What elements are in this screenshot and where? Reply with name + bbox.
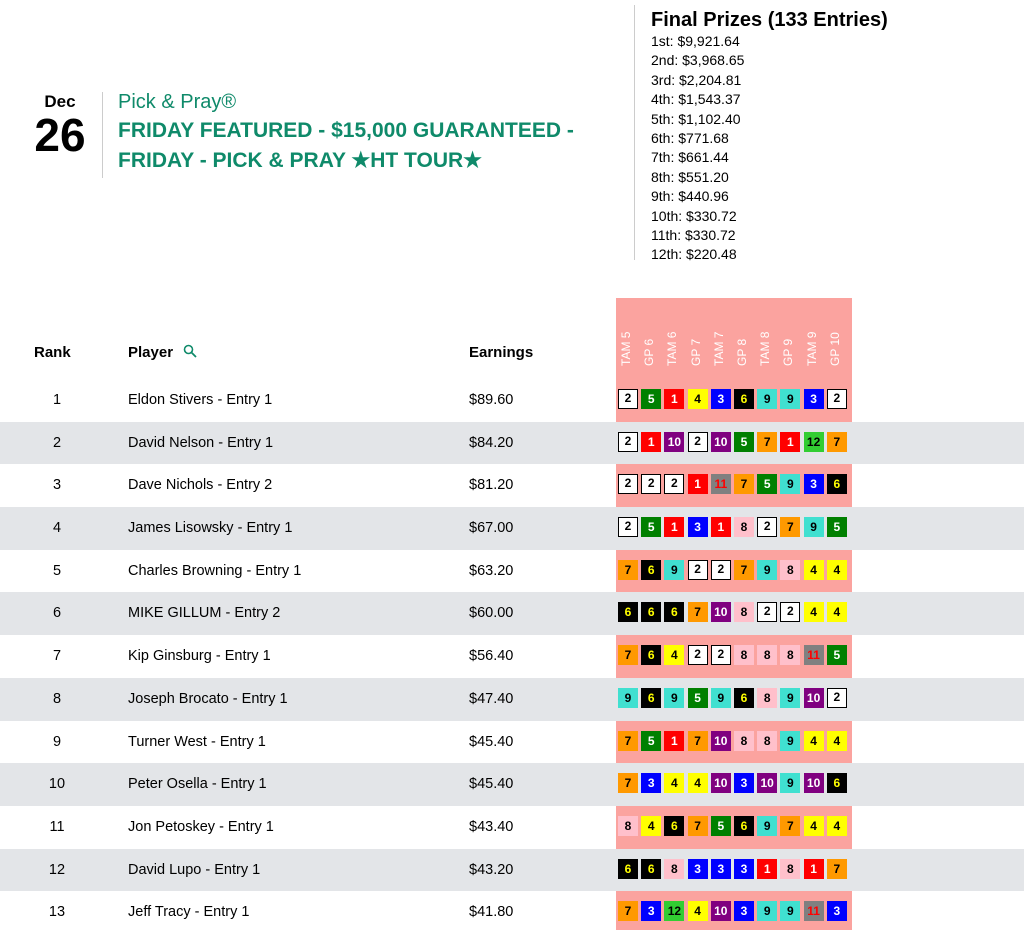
race-header-label: TAM 8: [758, 331, 773, 366]
earnings-cell: $63.20: [469, 562, 514, 579]
pick-cell: 2: [618, 474, 638, 494]
contest-title: FRIDAY FEATURED - $15,000 GUARANTEED - FRIDAY - PICK & PRAY ★HT TOUR★: [118, 119, 574, 172]
table-row[interactable]: [0, 550, 1024, 593]
prize-item: 10th: $330.72: [651, 207, 737, 224]
pick-cell: 2: [664, 474, 684, 494]
pick-cell: 4: [804, 602, 824, 622]
date-month: Dec: [44, 92, 76, 111]
pick-cell: 6: [734, 389, 754, 409]
pick-cell: 7: [688, 731, 708, 751]
prize-item: 9th: $440.96: [651, 188, 729, 205]
pick-cell: 6: [618, 859, 638, 879]
pick-cell: 8: [757, 688, 777, 708]
pick-cell: 8: [664, 859, 684, 879]
rank-cell: 12: [48, 861, 66, 878]
pick-cell: 3: [641, 901, 661, 921]
pick-cell: 5: [641, 389, 661, 409]
pick-cell: 8: [734, 645, 754, 665]
table-row[interactable]: [0, 507, 1024, 550]
pick-cell: 6: [734, 816, 754, 836]
pick-cell: 2: [827, 389, 847, 409]
table-row[interactable]: [0, 763, 1024, 806]
pick-cell: 10: [711, 432, 731, 452]
player-name[interactable]: Charles Browning - Entry 1: [128, 562, 302, 579]
table-row[interactable]: [0, 464, 1024, 507]
race-header-label: GP 10: [827, 332, 842, 366]
prize-item: 6th: $771.68: [651, 130, 729, 147]
player-name[interactable]: MIKE GILLUM - Entry 2: [128, 605, 281, 622]
prize-item: 8th: $551.20: [651, 168, 729, 185]
pick-cell: 3: [711, 859, 731, 879]
player-name[interactable]: Turner West - Entry 1: [128, 733, 266, 750]
pick-cell: 5: [757, 474, 777, 494]
pick-cell: 7: [757, 432, 777, 452]
race-header: [666, 296, 678, 366]
player-name[interactable]: David Nelson - Entry 1: [128, 434, 274, 451]
table-row[interactable]: [0, 592, 1024, 635]
race-header-label: TAM 5: [619, 331, 633, 366]
earnings-cell: $81.20: [469, 477, 514, 494]
pick-cell: 11: [711, 474, 731, 494]
rank-column-header: Rank: [34, 344, 71, 361]
pick-cell: 10: [757, 773, 777, 793]
pick-cell: 11: [804, 645, 824, 665]
race-header: [736, 296, 748, 366]
pick-cell: 6: [641, 645, 661, 665]
pick-cell: 1: [641, 432, 661, 452]
rank-cell: 13: [48, 904, 66, 921]
pick-cell: 6: [641, 859, 661, 879]
pick-cell: 2: [618, 389, 638, 409]
rank-cell: 8: [52, 690, 62, 707]
pick-cell: 8: [734, 517, 754, 537]
pick-cell: 9: [618, 688, 638, 708]
race-header-label: TAM 9: [804, 331, 819, 366]
pick-cell: 11: [804, 901, 824, 921]
pick-cell: 3: [641, 773, 661, 793]
pick-cell: 2: [618, 432, 638, 452]
pick-cell: 2: [827, 688, 847, 708]
earnings-cell: $56.40: [469, 648, 514, 665]
contest-date: [28, 92, 92, 160]
player-column-header: [128, 344, 197, 362]
pick-cell: 9: [804, 517, 824, 537]
pick-cell: 2: [618, 517, 638, 537]
pick-cell: 4: [641, 816, 661, 836]
table-row[interactable]: [0, 379, 1024, 422]
pick-cell: 4: [827, 816, 847, 836]
player-name[interactable]: Joseph Brocato - Entry 1: [128, 690, 288, 707]
pick-cell: 9: [757, 816, 777, 836]
pick-cell: 4: [688, 773, 708, 793]
pick-cell: 4: [688, 389, 708, 409]
player-name[interactable]: David Lupo - Entry 1: [128, 861, 261, 878]
pick-cell: 5: [641, 517, 661, 537]
pick-cell: 1: [711, 517, 731, 537]
race-header: [829, 296, 841, 366]
pick-cell: 5: [827, 645, 847, 665]
earnings-cell: $89.60: [469, 392, 514, 408]
pick-cell: 2: [688, 645, 708, 665]
race-header-label: GP 9: [781, 338, 796, 366]
pick-cell: 9: [780, 474, 800, 494]
earnings-cell: $43.20: [469, 861, 514, 878]
pick-cell: 9: [757, 560, 777, 580]
race-header-label: GP 6: [642, 338, 657, 366]
race-header: [690, 296, 702, 366]
table-row[interactable]: [0, 806, 1024, 849]
rank-cell: 11: [49, 818, 65, 835]
pick-cell: 6: [618, 602, 638, 622]
table-row[interactable]: [0, 721, 1024, 764]
race-header: [643, 296, 655, 366]
pick-cell: 12: [804, 432, 824, 452]
pick-cell: 6: [664, 602, 684, 622]
pick-cell: 3: [711, 389, 731, 409]
pick-cell: 9: [780, 773, 800, 793]
pick-cell: 2: [711, 645, 731, 665]
pick-cell: 8: [780, 645, 800, 665]
pick-cell: 3: [804, 474, 824, 494]
race-header: [806, 296, 818, 366]
pick-cell: 10: [664, 432, 684, 452]
pick-cell: 9: [780, 688, 800, 708]
rank-cell: 9: [52, 733, 62, 750]
pick-cell: 3: [734, 901, 754, 921]
pick-cell: 7: [688, 816, 708, 836]
pick-cell: 2: [641, 474, 661, 494]
earnings-column-header: Earnings: [469, 344, 534, 361]
pick-cell: 6: [664, 816, 684, 836]
pick-cell: 8: [757, 731, 777, 751]
player-name[interactable]: Peter Osella - Entry 1: [128, 776, 267, 793]
prize-item: 2nd: $3,968.65: [651, 52, 745, 69]
rank-cell: 10: [48, 776, 66, 793]
table-row[interactable]: [0, 635, 1024, 678]
rank-cell: 5: [52, 562, 62, 579]
race-header: [713, 296, 725, 366]
pick-cell: 1: [664, 731, 684, 751]
pick-cell: 7: [618, 645, 638, 665]
pick-cell: 2: [688, 432, 708, 452]
pick-cell: 4: [664, 645, 684, 665]
pick-cell: 10: [711, 901, 731, 921]
table-row[interactable]: [0, 891, 1024, 934]
pick-cell: 6: [734, 688, 754, 708]
player-header-label: Player: [128, 344, 174, 361]
pick-cell: 4: [827, 602, 847, 622]
pick-cell: 4: [804, 816, 824, 836]
earnings-cell: $84.20: [469, 434, 514, 451]
rank-cell: 7: [52, 648, 62, 665]
pick-cell: 2: [711, 560, 731, 580]
date-day: 26: [34, 109, 86, 161]
final-prizes: [651, 8, 888, 265]
pick-cell: 7: [734, 474, 754, 494]
divider: [102, 92, 103, 178]
pick-cell: 12: [664, 901, 684, 921]
pick-cell: 9: [757, 389, 777, 409]
pick-cell: 1: [664, 389, 684, 409]
pick-cell: 7: [688, 602, 708, 622]
pick-cell: 2: [688, 560, 708, 580]
prize-item: 7th: $661.44: [651, 149, 729, 166]
race-header-label: GP 7: [688, 338, 703, 366]
table-row[interactable]: [0, 678, 1024, 721]
pick-cell: 9: [780, 901, 800, 921]
earnings-cell: $43.40: [469, 818, 514, 835]
pick-cell: 6: [827, 474, 847, 494]
divider: [634, 5, 635, 260]
player-name[interactable]: Kip Ginsburg - Entry 1: [128, 648, 271, 665]
pick-cell: 7: [618, 731, 638, 751]
pick-cell: 5: [688, 688, 708, 708]
pick-cell: 3: [734, 773, 754, 793]
pick-cell: 8: [734, 602, 754, 622]
rank-cell: 2: [52, 434, 62, 451]
pick-cell: 6: [827, 773, 847, 793]
pick-cell: 8: [618, 816, 638, 836]
earnings-cell: $47.40: [469, 690, 514, 707]
pick-cell: 7: [734, 560, 754, 580]
table-row[interactable]: [0, 422, 1024, 465]
pick-cell: 1: [804, 859, 824, 879]
pick-cell: 1: [688, 474, 708, 494]
pick-cell: 1: [664, 517, 684, 537]
player-name[interactable]: James Lisowsky - Entry 1: [128, 520, 293, 537]
pick-cell: 8: [734, 731, 754, 751]
pick-cell: 9: [757, 901, 777, 921]
race-header: [620, 296, 632, 366]
pick-cell: 5: [734, 432, 754, 452]
earnings-cell: $45.40: [469, 776, 514, 793]
pick-cell: 10: [804, 688, 824, 708]
pick-cell: 5: [711, 816, 731, 836]
pick-cell: 7: [780, 517, 800, 537]
player-name[interactable]: Eldon Stivers - Entry 1: [128, 392, 273, 408]
earnings-cell: $67.00: [469, 520, 514, 537]
prizes-list: [651, 32, 888, 265]
race-header: [782, 296, 794, 366]
search-icon[interactable]: [183, 344, 197, 362]
pick-cell: 7: [618, 901, 638, 921]
race-header: [759, 296, 771, 366]
contest-info: [118, 88, 628, 176]
pick-cell: 8: [780, 560, 800, 580]
pick-cell: 5: [641, 731, 661, 751]
leaderboard: [0, 379, 1024, 934]
pick-cell: 10: [711, 773, 731, 793]
race-header-label: TAM 7: [711, 331, 726, 366]
rank-cell: 6: [52, 605, 62, 622]
pick-cell: 3: [688, 859, 708, 879]
race-header-label: TAM 6: [665, 331, 680, 366]
pick-cell: 7: [827, 859, 847, 879]
pick-cell: 1: [757, 859, 777, 879]
contest-brand: Pick & Pray®: [118, 91, 237, 113]
pick-cell: 9: [780, 389, 800, 409]
prize-item: 1st: $9,921.64: [651, 33, 740, 49]
pick-cell: 3: [688, 517, 708, 537]
pick-cell: 10: [711, 731, 731, 751]
player-name[interactable]: Jeff Tracy - Entry 1: [128, 904, 250, 921]
earnings-cell: $60.00: [469, 605, 514, 622]
pick-cell: 7: [780, 816, 800, 836]
pick-cell: 1: [780, 432, 800, 452]
pick-cell: 9: [664, 688, 684, 708]
pick-cell: 3: [804, 389, 824, 409]
pick-cell: 4: [827, 731, 847, 751]
prizes-title: Final Prizes (133 Entries): [651, 9, 888, 31]
pick-cell: 9: [664, 560, 684, 580]
rank-cell: 4: [52, 520, 62, 537]
pick-cell: 8: [780, 859, 800, 879]
pick-cell: 4: [804, 560, 824, 580]
rank-cell: 1: [52, 392, 62, 408]
pick-cell: 6: [641, 602, 661, 622]
race-header-label: GP 8: [735, 338, 749, 366]
rank-cell: 3: [52, 477, 62, 494]
pick-cell: 7: [827, 432, 847, 452]
pick-cell: 4: [664, 773, 684, 793]
prize-item: 5th: $1,102.40: [651, 110, 741, 127]
pick-cell: 2: [780, 602, 800, 622]
player-name[interactable]: Jon Petoskey - Entry 1: [128, 818, 274, 835]
pick-cell: 8: [757, 645, 777, 665]
pick-cell: 10: [804, 773, 824, 793]
pick-cell: 6: [641, 688, 661, 708]
pick-cell: 3: [827, 901, 847, 921]
earnings-cell: $45.40: [469, 733, 514, 750]
pick-cell: 4: [688, 901, 708, 921]
pick-cell: 7: [618, 773, 638, 793]
player-name[interactable]: Dave Nichols - Entry 2: [128, 477, 273, 494]
prize-item: 12th: $220.48: [651, 246, 737, 263]
prize-item: 4th: $1,543.37: [651, 91, 741, 108]
pick-cell: 9: [780, 731, 800, 751]
race-headers: [616, 298, 852, 378]
pick-cell: 6: [641, 560, 661, 580]
pick-cell: 2: [757, 517, 777, 537]
prize-item: 11th: $330.72: [651, 227, 736, 244]
earnings-cell: $41.80: [469, 904, 514, 921]
pick-cell: 2: [757, 602, 777, 622]
pick-cell: 3: [734, 859, 754, 879]
pick-cell: 5: [827, 517, 847, 537]
pick-cell: 10: [711, 602, 731, 622]
pick-cell: 4: [804, 731, 824, 751]
pick-cell: 9: [711, 688, 731, 708]
pick-cell: 4: [827, 560, 847, 580]
prize-item: 3rd: $2,204.81: [651, 71, 742, 88]
table-row[interactable]: [0, 849, 1024, 892]
pick-cell: 7: [618, 560, 638, 580]
